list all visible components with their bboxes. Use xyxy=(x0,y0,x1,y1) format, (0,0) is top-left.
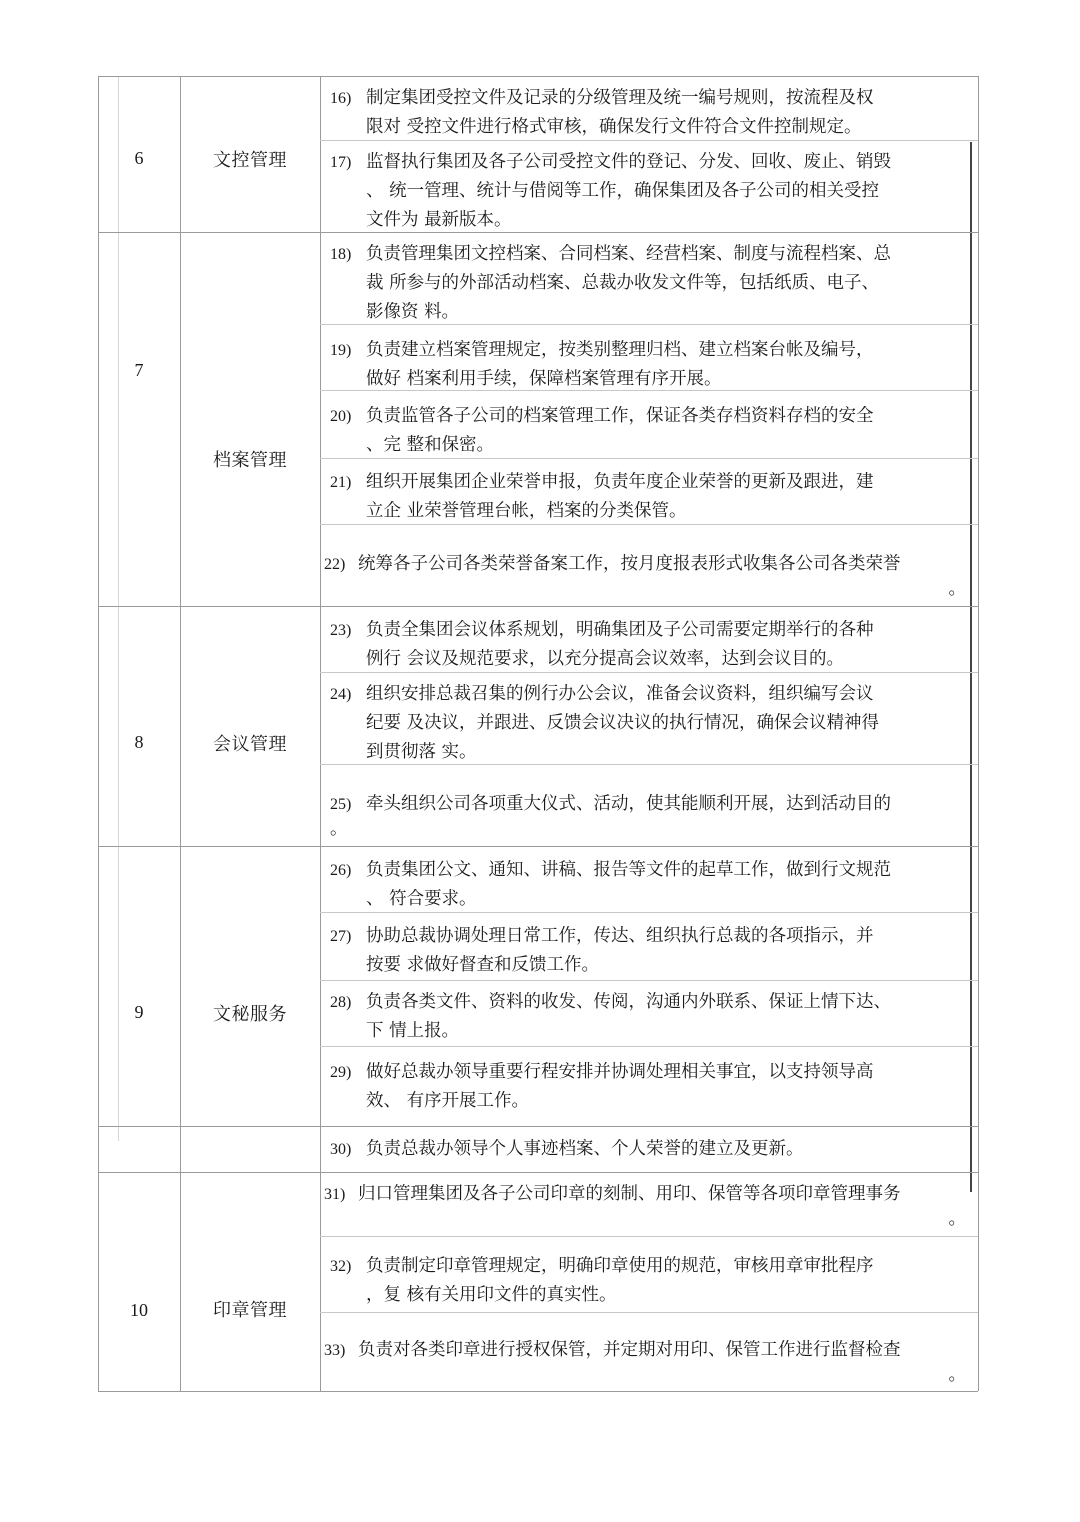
item-text: 下 情上报。 xyxy=(366,1021,460,1041)
duty-item xyxy=(330,336,970,394)
item-text: 组织安排总裁召集的例行办公会议，准备会议资料，组织编写会议 xyxy=(366,684,874,704)
row-number: 6 xyxy=(134,148,144,168)
category-label: 会议管理 xyxy=(213,734,287,755)
item-text: 负责制定印章管理规定，明确印章使用的规范，审核用章审批程序 xyxy=(366,1256,874,1276)
item-text: 纪要 及决议，并跟进、反馈会议决议的执行情况，确保会议精神得 xyxy=(366,713,880,733)
item-text: 监督执行集团及各子公司受控文件的登记、分发、回收、废止、销毁 xyxy=(366,152,891,172)
duty-item xyxy=(330,1135,970,1164)
row-number: 8 xyxy=(134,732,144,752)
row-divider xyxy=(320,1236,978,1237)
item-text: 制定集团受控文件及记录的分级管理及统一编号规则，按流程及权 xyxy=(366,88,874,108)
item-number: 17) xyxy=(330,154,352,171)
item-text: ，复 核有关用印文件的真实性。 xyxy=(366,1285,617,1305)
duty-item xyxy=(330,680,970,767)
duty-item xyxy=(330,240,970,327)
table-inner-line xyxy=(118,76,119,1141)
row-divider xyxy=(320,980,978,981)
category-label: 文控管理 xyxy=(213,150,287,171)
item-text: 统筹各子公司各类荣誉备案工作，按月度报表形式收集各公司各类荣誉 xyxy=(358,554,901,574)
item-text: 负责监管各子公司的档案管理工作，保证各类存档资料存档的安全 xyxy=(366,406,874,426)
row-divider xyxy=(320,1046,978,1047)
duty-item xyxy=(330,790,970,839)
item-text: 负责集团公文、通知、讲稿、报告等文件的起草工作，做到行文规范 xyxy=(366,860,891,880)
item-number: 28) xyxy=(330,994,352,1011)
duty-item xyxy=(324,1180,972,1229)
item-text: 、 统一管理、统计与借阅等工作，确保集团及各子公司的相关受控 xyxy=(366,181,880,201)
item-text: 限对 受控文件进行格式审核，确保发行文件符合文件控制规定。 xyxy=(366,117,862,137)
item-text: 负责对各类印章进行授权保管，并定期对用印、保管工作进行监督检查 xyxy=(358,1340,901,1360)
duty-item xyxy=(330,988,970,1046)
item-number: 21) xyxy=(330,474,352,491)
item-text: 负责全集团会议体系规划，明确集团及子公司需要定期举行的各种 xyxy=(366,620,874,640)
item-text: 影像资 料。 xyxy=(366,302,460,322)
item-text-tail: 。 xyxy=(948,579,966,599)
item-text: 到贯彻落 实。 xyxy=(366,742,477,762)
item-text: 文件为 最新版本。 xyxy=(366,210,512,230)
row-number: 9 xyxy=(134,1002,144,1022)
category-label: 档案管理 xyxy=(213,450,287,471)
row-divider xyxy=(98,1172,978,1173)
item-text: 协助总裁协调处理日常工作，传达、组织执行总裁的各项指示，并 xyxy=(366,926,874,946)
item-text: 做好 档案利用手续，保障档案管理有序开展。 xyxy=(366,369,722,389)
item-number: 26) xyxy=(330,862,352,879)
column-divider xyxy=(320,76,321,1391)
item-number: 29) xyxy=(330,1064,352,1081)
duty-item xyxy=(330,616,970,674)
row-divider xyxy=(98,1126,978,1127)
item-text: 负责建立档案管理规定，按类别整理归档、建立档案台帐及编号， xyxy=(366,340,874,360)
item-number: 27) xyxy=(330,928,352,945)
item-number: 22) xyxy=(324,556,346,573)
table-shadow-line xyxy=(970,142,972,1192)
table-border-right xyxy=(978,76,979,1391)
row-divider xyxy=(98,606,978,607)
item-text: 立企 业荣誉管理台帐，档案的分类保管。 xyxy=(366,501,687,521)
item-text: 效、 有序开展工作。 xyxy=(366,1091,530,1111)
item-number: 31) xyxy=(324,1186,346,1203)
item-number: 33) xyxy=(324,1342,346,1359)
duty-item xyxy=(324,550,972,599)
row-number: 10 xyxy=(130,1300,148,1320)
item-text: 负责总裁办领导个人事迹档案、个人荣誉的建立及更新。 xyxy=(366,1139,804,1159)
item-number: 32) xyxy=(330,1258,352,1275)
table-border-top xyxy=(98,76,978,77)
item-number: 30) xyxy=(330,1141,352,1158)
item-number: 24) xyxy=(330,686,352,703)
item-text-tail: 。 xyxy=(948,1365,966,1385)
row-divider xyxy=(98,846,978,847)
item-number: 19) xyxy=(330,342,352,359)
item-text: 例行 会议及规范要求，以充分提高会议效率，达到会议目的。 xyxy=(366,649,845,669)
duty-item xyxy=(330,1058,970,1116)
item-text-tail: 。 xyxy=(330,819,348,839)
item-text: 、完 整和保密。 xyxy=(366,435,495,455)
item-text: 做好总裁办领导重要行程安排并协调处理相关事宜，以支持领导高 xyxy=(366,1062,874,1082)
duty-item xyxy=(330,468,970,526)
duty-item xyxy=(330,84,970,142)
row-divider xyxy=(320,1312,978,1313)
item-text: 裁 所参与的外部活动档案、总裁办收发文件等，包括纸质、电子、 xyxy=(366,273,880,293)
item-text: 组织开展集团企业荣誉申报，负责年度企业荣誉的更新及跟进，建 xyxy=(366,472,874,492)
item-number: 18) xyxy=(330,246,352,263)
item-text: 负责各类文件、资料的收发、传阅，沟通内外联系、保证上情下达、 xyxy=(366,992,891,1012)
row-number: 7 xyxy=(134,360,144,380)
item-text: 负责管理集团文控档案、合同档案、经营档案、制度与流程档案、总 xyxy=(366,244,891,264)
item-number: 20) xyxy=(330,408,352,425)
duty-item xyxy=(330,1252,970,1310)
category-label: 印章管理 xyxy=(213,1300,287,1321)
item-number: 16) xyxy=(330,90,352,107)
item-number: 25) xyxy=(330,796,352,813)
responsibility-table xyxy=(98,76,978,1391)
table-border-bottom xyxy=(98,1391,978,1392)
duty-item xyxy=(324,1336,972,1385)
item-text: 、 符合要求。 xyxy=(366,889,477,909)
duty-item xyxy=(330,148,970,235)
duty-item xyxy=(330,856,970,914)
item-text: 归口管理集团及各子公司印章的刻制、用印、保管等各项印章管理事务 xyxy=(358,1184,901,1204)
item-number: 23) xyxy=(330,622,352,639)
item-text: 牵头组织公司各项重大仪式、活动，使其能顺利开展，达到活动目的 xyxy=(366,794,891,814)
duty-item xyxy=(330,402,970,460)
item-text-tail: 。 xyxy=(948,1209,966,1229)
duty-item xyxy=(330,922,970,980)
category-label: 文秘服务 xyxy=(213,1004,287,1025)
item-text: 按要 求做好督查和反馈工作。 xyxy=(366,955,600,975)
